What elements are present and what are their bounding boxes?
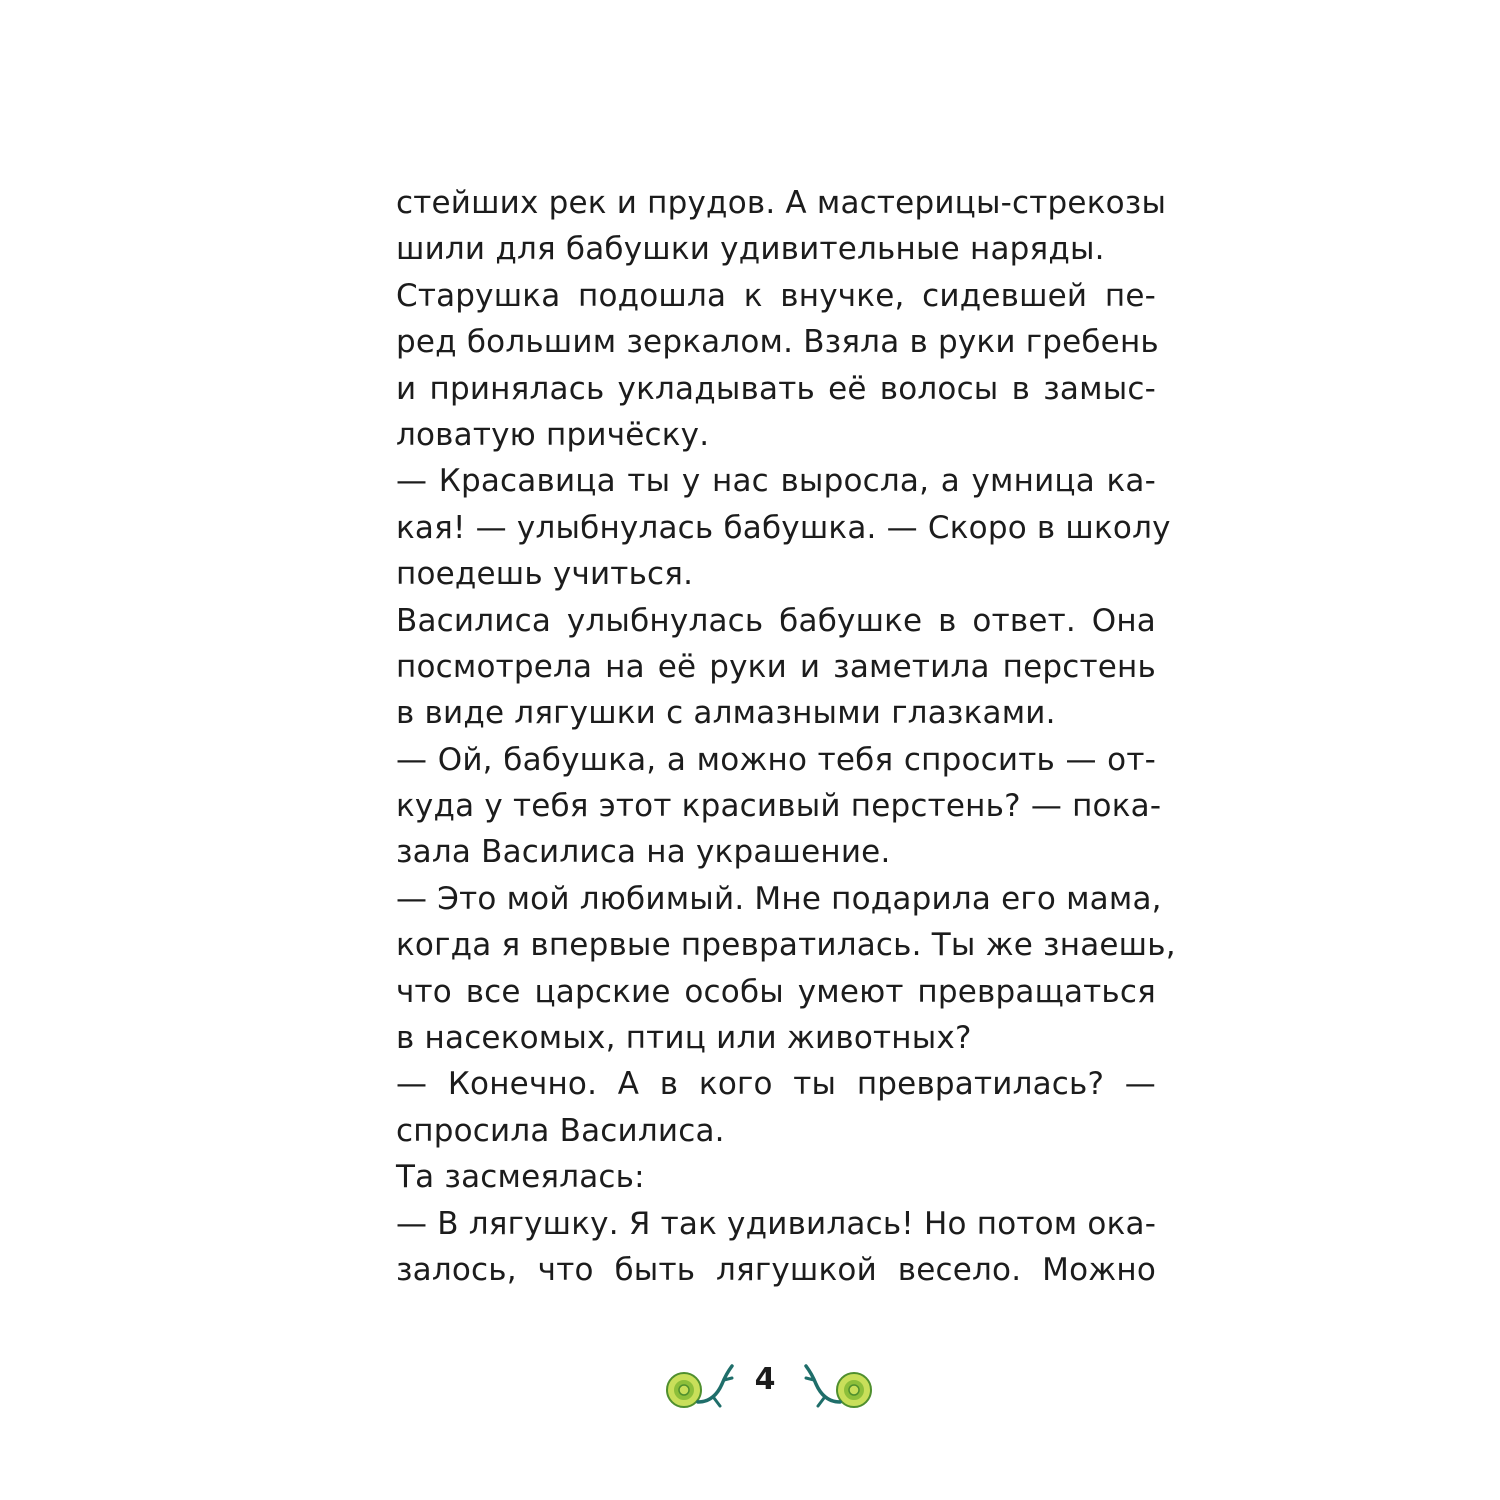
text-line: в виде лягушки с алмазными глазками. xyxy=(396,695,1056,732)
text-line: — Красавица ты у нас выросла, а умница ка- xyxy=(396,463,1156,500)
text-line: залось, что быть лягушкой весело. Можно xyxy=(396,1251,1156,1288)
page-number: 4 xyxy=(754,1362,776,1397)
text-line: — Это мой любимый. Мне подарила его мама, xyxy=(396,880,1162,917)
body-text xyxy=(396,180,1176,1293)
text-line: когда я впервые превратилась. Ты же знаешь, xyxy=(396,927,1176,964)
text-line: шили для бабушки удивительные наряды. xyxy=(396,231,1105,268)
text-line: поедешь учиться. xyxy=(396,556,694,593)
text-line: Та засмеялась: xyxy=(396,1159,645,1196)
fern-swirl-icon xyxy=(798,1358,876,1414)
text-line: — Конечно. А в кого ты превратилась? — xyxy=(396,1066,1156,1103)
text-line: куда у тебя этот красивый перстень? — пока- xyxy=(396,788,1162,825)
text-line: Василиса улыбнулась бабушке в ответ. Она xyxy=(396,602,1156,639)
text-line: зала Василиса на украшение. xyxy=(396,834,891,871)
text-line: стейших рек и прудов. А мастерицы-стрекозы xyxy=(396,185,1167,221)
text-line: спросила Василиса. xyxy=(396,1112,725,1149)
text-line: что все царские особы умеют превращаться xyxy=(396,973,1156,1010)
text-line: кая! — улыбнулась бабушка. — Скоро в школу xyxy=(396,509,1171,546)
text-line: в насекомых, птиц или животных? xyxy=(396,1020,972,1057)
text-line: — Ой, бабушка, а можно тебя спросить — от- xyxy=(396,741,1156,778)
text-line: и принялась укладывать её волосы в замыс- xyxy=(396,370,1156,407)
text-line: посмотрела на её руки и заметила перстень xyxy=(396,648,1156,685)
text-line: ред большим зеркалом. Взяла в руки гребень xyxy=(396,324,1159,361)
text-line: — В лягушку. Я так удивилась! Но потом ока- xyxy=(396,1205,1157,1242)
text-line: Старушка подошла к внучке, сидевшей пе- xyxy=(396,277,1156,314)
text-line: ловатую причёску. xyxy=(396,416,710,453)
fern-swirl-icon xyxy=(662,1358,740,1414)
page-footer xyxy=(0,1352,1500,1422)
